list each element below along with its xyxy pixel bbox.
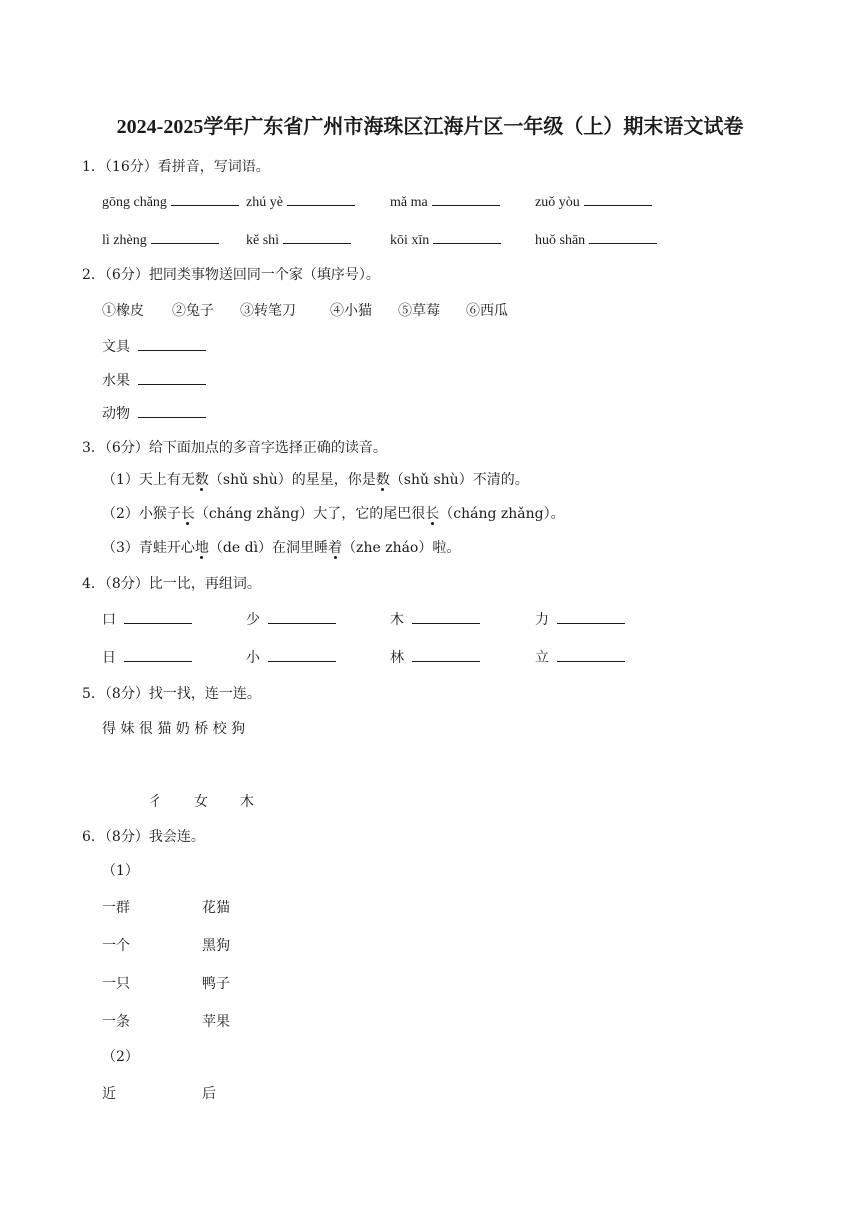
char-compare-item: 林 [390, 649, 480, 667]
item-option: ⑤草莓 [398, 303, 440, 319]
char-compare-item: 木 [390, 611, 480, 629]
dotted-char: 长 [425, 506, 440, 522]
char-compare-item: 力 [535, 611, 625, 629]
question-3-header: 3．（6分）给下面加点的多音字选择正确的读音。 [82, 440, 387, 456]
item-option: ⑥西瓜 [466, 303, 508, 319]
answer-blank[interactable] [268, 611, 336, 624]
pinyin-item: mǎ ma [390, 193, 500, 212]
match-left-item: 一只 [102, 976, 130, 992]
question-5-header: 5．（8分）找一找，连一连。 [82, 686, 261, 702]
question-4-header: 4．（8分）比一比，再组词。 [82, 576, 261, 592]
part-label: （1） [102, 863, 139, 879]
radical-item: 彳 [148, 794, 162, 810]
question-2-header: 2．（6分）把同类事物送回同一个家（填序号）。 [82, 267, 380, 283]
answer-blank[interactable] [433, 231, 501, 244]
answer-blank[interactable] [124, 611, 192, 624]
part-label: （2） [102, 1049, 139, 1065]
answer-blank[interactable] [557, 611, 625, 624]
match-right-item: 后 [202, 1086, 216, 1102]
category-row: 动物 [102, 405, 206, 423]
answer-blank[interactable] [138, 405, 206, 418]
pinyin-item: huǒ shān [535, 231, 657, 250]
char-compare-item: 日 [102, 649, 192, 667]
polyphone-sentence-2: （2）小猴子长（cháng zhǎng）大了，它的尾巴很长（cháng zhǎng）。 [102, 506, 565, 522]
answer-blank[interactable] [283, 231, 351, 244]
pinyin-item: kě shì [246, 231, 351, 250]
category-row: 文具 [102, 338, 206, 356]
dotted-char: 地 [194, 540, 209, 556]
answer-blank[interactable] [287, 193, 355, 206]
radical-item: 女 [194, 794, 208, 810]
match-left-item: 一个 [102, 938, 130, 954]
answer-blank[interactable] [124, 649, 192, 662]
answer-blank[interactable] [589, 231, 657, 244]
page-title: 2024-2025学年广东省广州市海珠区江海片区一年级（上）期末语文试卷 [116, 116, 744, 138]
match-left-item: 一条 [102, 1014, 130, 1030]
item-option: ④小猫 [330, 303, 372, 319]
answer-blank[interactable] [151, 231, 219, 244]
char-compare-item: 口 [102, 611, 192, 629]
dotted-char: 长 [180, 506, 195, 522]
match-left-item: 近 [102, 1086, 116, 1102]
item-option: ①橡皮 [102, 303, 144, 319]
answer-blank[interactable] [138, 372, 206, 385]
answer-blank[interactable] [412, 611, 480, 624]
character-list: 得 妹 很 猫 奶 桥 校 狗 [102, 721, 246, 737]
question-1-header: 1．（16分）看拼音，写词语。 [82, 159, 270, 175]
polyphone-sentence-1: （1）天上有无数（shǔ shù）的星星，你是数（shǔ shù）不清的。 [102, 472, 529, 488]
answer-blank[interactable] [584, 193, 652, 206]
answer-blank[interactable] [171, 193, 239, 206]
match-right-item: 鸭子 [202, 976, 230, 992]
char-compare-item: 立 [535, 649, 625, 667]
match-right-item: 苹果 [202, 1014, 230, 1030]
item-option: ②兔子 [172, 303, 214, 319]
item-option: ③转笔刀 [240, 303, 296, 319]
answer-blank[interactable] [412, 649, 480, 662]
char-compare-item: 小 [246, 649, 336, 667]
dotted-char: 着 [328, 540, 343, 556]
dotted-char: 数 [194, 472, 209, 488]
pinyin-item: gōng chǎng [102, 193, 239, 212]
category-row: 水果 [102, 372, 206, 390]
pinyin-item: lì zhèng [102, 231, 219, 250]
pinyin-item: zuǒ yòu [535, 193, 652, 212]
polyphone-sentence-3: （3）青蛙开心地（de dì）在洞里睡着（zhe zháo）啦。 [102, 540, 461, 556]
match-right-item: 黑狗 [202, 938, 230, 954]
dotted-char: 数 [375, 472, 390, 488]
char-compare-item: 少 [246, 611, 336, 629]
pinyin-item: kōi xīn [390, 231, 501, 250]
pinyin-item: zhú yè [246, 193, 355, 212]
answer-blank[interactable] [557, 649, 625, 662]
match-right-item: 花猫 [202, 900, 230, 916]
radical-item: 木 [240, 794, 254, 810]
question-6-header: 6．（8分）我会连。 [82, 829, 205, 845]
answer-blank[interactable] [138, 338, 206, 351]
answer-blank[interactable] [268, 649, 336, 662]
match-left-item: 一群 [102, 900, 130, 916]
answer-blank[interactable] [432, 193, 500, 206]
